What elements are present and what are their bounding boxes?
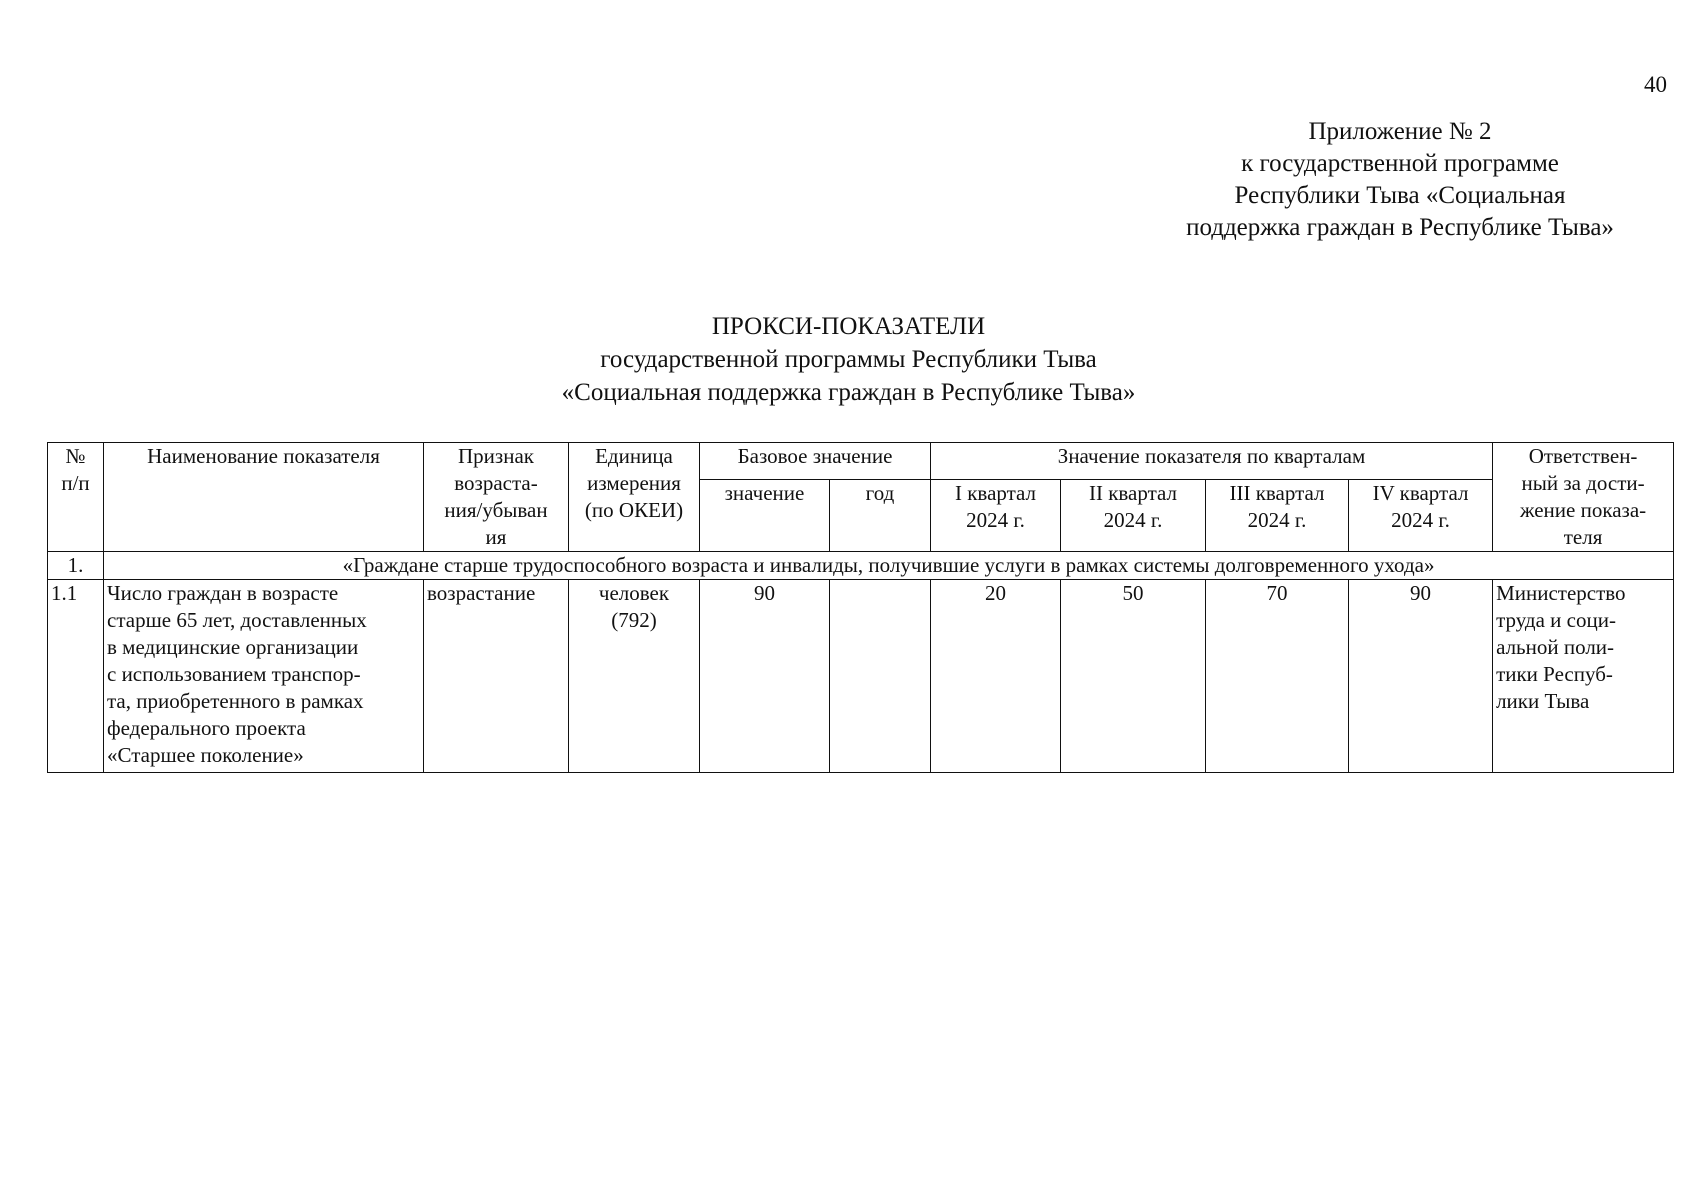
header-trend: Признак возраста- ния/убыван ия: [424, 443, 569, 552]
row-q2: 50: [1061, 580, 1206, 773]
title-heading: ПРОКСИ-ПОКАЗАТЕЛИ: [711, 313, 986, 340]
row-base-year: [830, 580, 931, 773]
header-q4: IV квартал 2024 г.: [1349, 479, 1493, 551]
appendix-block: [1100, 116, 1697, 244]
row-q1: 20: [931, 580, 1061, 773]
table-row: [48, 580, 1674, 773]
row-q4: 90: [1349, 580, 1493, 773]
row-q3: 70: [1206, 580, 1349, 773]
row-responsible: Министерство труда и соци- альной поли- тики Респуб- лики Тыва: [1493, 580, 1674, 773]
appendix-line: к государственной программе: [1241, 150, 1559, 177]
header-base-year: год: [830, 479, 931, 551]
header-base-value: значение: [700, 479, 830, 551]
header-unit: Единица измерения (по ОКЕИ): [569, 443, 700, 552]
document-title: [0, 310, 1697, 409]
header-q2: II квартал 2024 г.: [1061, 479, 1206, 551]
section-title: «Граждане старше трудоспособного возраста и инвалиды, получившие услуги в рамках системы долговременного ухода»: [104, 552, 1674, 580]
appendix-line: Республики Тыва «Социальная: [1234, 182, 1566, 209]
appendix-line: Приложение № 2: [1308, 118, 1492, 145]
page-number: 40: [1644, 72, 1667, 97]
header-responsible: Ответствен- ный за дости- жение показа- теля: [1493, 443, 1674, 552]
appendix-line: поддержка граждан в Республике Тыва»: [1186, 214, 1614, 241]
row-trend: возрастание: [424, 580, 569, 773]
row-unit: человек (792): [569, 580, 700, 773]
header-row: [48, 443, 1674, 480]
row-base-value: 90: [700, 580, 830, 773]
header-name: Наименование показателя: [104, 443, 424, 552]
header-q3: III квартал 2024 г.: [1206, 479, 1349, 551]
section-row: [48, 552, 1674, 580]
header-num: № п/п: [48, 443, 104, 552]
header-quarters: Значение показателя по кварталам: [931, 443, 1493, 480]
header-q1: I квартал 2024 г.: [931, 479, 1061, 551]
section-num: 1.: [48, 552, 104, 580]
title-line: «Социальная поддержка граждан в Республике Тыва»: [561, 379, 1136, 406]
header-base: Базовое значение: [700, 443, 931, 480]
row-num: 1.1: [48, 580, 104, 773]
row-name: Число граждан в возрасте старше 65 лет, доставленных в медицинские организации с использованием транспор- та, приобретенного в рамках федерального проекта «Старшее поколение»: [104, 580, 424, 773]
proxy-indicators-table: [47, 442, 1674, 773]
title-line: государственной программы Республики Тыва: [600, 346, 1097, 373]
